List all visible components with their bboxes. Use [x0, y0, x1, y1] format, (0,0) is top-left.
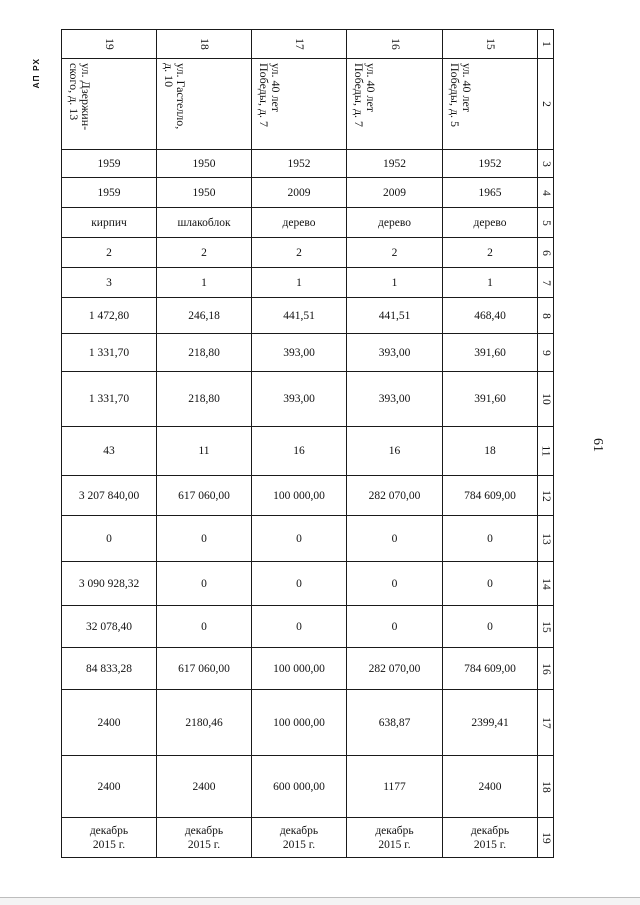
- table-cell: 282 070,00: [347, 648, 443, 690]
- table-cell: 0: [157, 516, 252, 562]
- table-cell: 1959: [62, 178, 157, 208]
- row-number-cell: 14: [538, 562, 554, 606]
- table-cell: 638,87: [347, 690, 443, 756]
- table-cell: 784 609,00: [443, 648, 538, 690]
- table-cell: 16: [347, 427, 443, 476]
- row-number-cell: 7: [538, 268, 554, 298]
- table-cell: 0: [157, 606, 252, 648]
- table-row: [62, 756, 554, 818]
- table-cell: 11: [157, 427, 252, 476]
- table-cell: 2009: [252, 178, 347, 208]
- row-number-cell: 3: [538, 150, 554, 178]
- table-cell: 441,51: [252, 298, 347, 334]
- table-cell: 218,80: [157, 334, 252, 372]
- table-cell: 1950: [157, 150, 252, 178]
- table-cell: 0: [252, 606, 347, 648]
- table-cell: 1: [157, 268, 252, 298]
- table-cell: 0: [347, 516, 443, 562]
- table-row: [62, 606, 554, 648]
- table-cell: 393,00: [347, 372, 443, 427]
- table-cell: 0: [157, 562, 252, 606]
- table-cell: декабрь 2015 г.: [252, 818, 347, 858]
- table-cell: 2400: [443, 756, 538, 818]
- table-cell: 100 000,00: [252, 648, 347, 690]
- table-cell: 391,60: [443, 334, 538, 372]
- table-cell: 441,51: [347, 298, 443, 334]
- page-number: 61: [590, 438, 605, 452]
- table-cell: 2: [157, 238, 252, 268]
- table-cell: 1952: [347, 150, 443, 178]
- table-cell: 393,00: [347, 334, 443, 372]
- table-cell: 617 060,00: [157, 648, 252, 690]
- address-cell: ул. Гастелло, д. 10: [157, 59, 252, 150]
- table-cell: 1952: [252, 150, 347, 178]
- table-row-addresses: [62, 59, 554, 150]
- table-cell: 2399,41: [443, 690, 538, 756]
- table-cell: 1: [443, 268, 538, 298]
- table-cell: кирпич: [62, 208, 157, 238]
- row-number-cell: 4: [538, 178, 554, 208]
- table-cell: 1177: [347, 756, 443, 818]
- table-row: [62, 268, 554, 298]
- table-row: [62, 208, 554, 238]
- table-row: [62, 427, 554, 476]
- column-number-cell: 17: [252, 30, 347, 59]
- table-row: [62, 372, 554, 427]
- housing-data-table: [61, 29, 554, 858]
- row-number-cell: 15: [538, 606, 554, 648]
- row-number-cell: 19: [538, 818, 554, 858]
- table-cell: 1952: [443, 150, 538, 178]
- table-row: [62, 238, 554, 268]
- column-number-cell: 15: [443, 30, 538, 59]
- row-number-cell: 12: [538, 476, 554, 516]
- table-cell: 1950: [157, 178, 252, 208]
- table-row: [62, 178, 554, 208]
- table-cell: 2180,46: [157, 690, 252, 756]
- table-cell: 0: [443, 516, 538, 562]
- table-row: [62, 298, 554, 334]
- address-cell: ул. 40 лет Победы, д. 5: [443, 59, 538, 150]
- table-cell: 600 000,00: [252, 756, 347, 818]
- table-cell: 0: [62, 516, 157, 562]
- table-cell: 2: [62, 238, 157, 268]
- table-cell: 246,18: [157, 298, 252, 334]
- row-number-cell: 17: [538, 690, 554, 756]
- table-row: [62, 648, 554, 690]
- column-number-cell: 18: [157, 30, 252, 59]
- table-cell: 2: [347, 238, 443, 268]
- page-bottom-margin: [0, 898, 640, 905]
- table-cell: дерево: [347, 208, 443, 238]
- column-number-cell: 19: [62, 30, 157, 59]
- table-cell: 1959: [62, 150, 157, 178]
- table-cell: 43: [62, 427, 157, 476]
- table-cell: 2400: [62, 690, 157, 756]
- table-cell: 391,60: [443, 372, 538, 427]
- row-number-cell: 1: [538, 30, 554, 59]
- table-cell: 100 000,00: [252, 476, 347, 516]
- table-cell: 393,00: [252, 372, 347, 427]
- row-number-cell: 2: [538, 59, 554, 150]
- table-row-column-numbers: [62, 30, 554, 59]
- row-number-cell: 8: [538, 298, 554, 334]
- archive-stamp: АП РХ: [31, 58, 41, 89]
- table-cell: 0: [252, 516, 347, 562]
- table-cell: декабрь 2015 г.: [347, 818, 443, 858]
- table-cell: 1: [252, 268, 347, 298]
- table-cell: 1 472,80: [62, 298, 157, 334]
- table-cell: 3: [62, 268, 157, 298]
- table-cell: 2: [252, 238, 347, 268]
- table-cell: 100 000,00: [252, 690, 347, 756]
- table-cell: 0: [443, 562, 538, 606]
- table-cell: 3 090 928,32: [62, 562, 157, 606]
- address-cell: ул. Дзержин- ского, д. 13: [62, 59, 157, 150]
- table-cell: 1: [347, 268, 443, 298]
- address-cell: ул. 40 лет Победы, д. 7: [252, 59, 347, 150]
- table-cell: декабрь 2015 г.: [443, 818, 538, 858]
- table-row: [62, 150, 554, 178]
- table-cell: 2400: [62, 756, 157, 818]
- row-number-cell: 5: [538, 208, 554, 238]
- table-cell: 0: [347, 606, 443, 648]
- table-cell: 0: [443, 606, 538, 648]
- table-cell: 16: [252, 427, 347, 476]
- table-cell: 282 070,00: [347, 476, 443, 516]
- table-row: [62, 476, 554, 516]
- table-cell: 784 609,00: [443, 476, 538, 516]
- table-cell: 393,00: [252, 334, 347, 372]
- column-number-cell: 16: [347, 30, 443, 59]
- row-number-cell: 10: [538, 372, 554, 427]
- table-row: [62, 516, 554, 562]
- row-number-cell: 11: [538, 427, 554, 476]
- table-cell: декабрь 2015 г.: [157, 818, 252, 858]
- table-cell: 2: [443, 238, 538, 268]
- table-cell: 2009: [347, 178, 443, 208]
- row-number-cell: 9: [538, 334, 554, 372]
- table-cell: 2400: [157, 756, 252, 818]
- table-cell: 218,80: [157, 372, 252, 427]
- table-cell: 1965: [443, 178, 538, 208]
- table-cell: 32 078,40: [62, 606, 157, 648]
- table-row: [62, 690, 554, 756]
- table-cell: 1 331,70: [62, 334, 157, 372]
- table-row: [62, 334, 554, 372]
- table-cell: дерево: [443, 208, 538, 238]
- table-cell: декабрь 2015 г.: [62, 818, 157, 858]
- table-cell: 1 331,70: [62, 372, 157, 427]
- table-cell: 18: [443, 427, 538, 476]
- table-cell: 3 207 840,00: [62, 476, 157, 516]
- row-number-cell: 18: [538, 756, 554, 818]
- row-number-cell: 16: [538, 648, 554, 690]
- table-cell: 84 833,28: [62, 648, 157, 690]
- table-cell: 617 060,00: [157, 476, 252, 516]
- table-row-completion-date: [62, 818, 554, 858]
- address-cell: ул. 40 лет Победы, д. 7: [347, 59, 443, 150]
- table-cell: 0: [347, 562, 443, 606]
- row-number-cell: 6: [538, 238, 554, 268]
- table-cell: шлакоблок: [157, 208, 252, 238]
- table-cell: 0: [252, 562, 347, 606]
- table-row: [62, 562, 554, 606]
- table-cell: дерево: [252, 208, 347, 238]
- table-cell: 468,40: [443, 298, 538, 334]
- row-number-cell: 13: [538, 516, 554, 562]
